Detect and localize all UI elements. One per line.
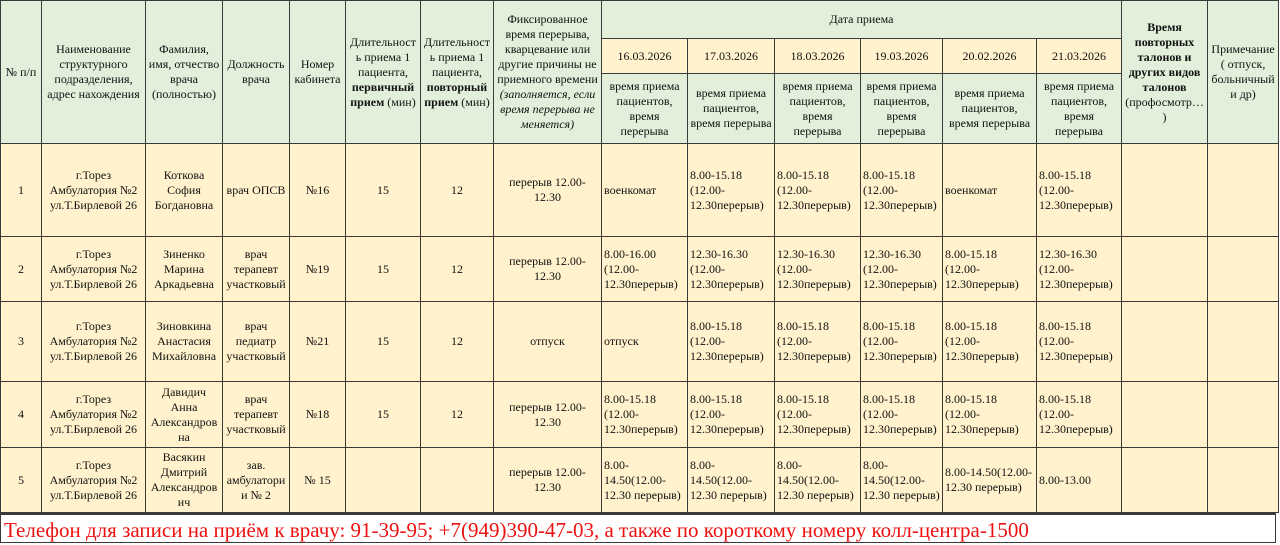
header-date-sub: время приема пациентов, время перерыва [688,74,775,144]
cell-schedule-day-3: 8.00-14.50(12.00-12.30 перерыв) [775,448,861,513]
cell-schedule-day-5: 8.00-15.18 (12.00-12.30перерыв) [943,302,1037,382]
header-date-sub: время приема пациентов, время перерыва [602,74,688,144]
cell-schedule-day-4: 8.00-15.18 (12.00-12.30перерыв) [861,302,943,382]
repeat-note: (профосмотр…) [1125,94,1204,124]
header-repeat-tickets [1122,1,1208,144]
table-row [1,302,1279,382]
cell-duration-primary: 15 [346,237,421,302]
cell-schedule-day-2: 8.00-15.18 (12.00-12.30перерыв) [688,302,775,382]
cell-schedule-day-1: 8.00-15.18 (12.00-12.30перерыв) [602,382,688,448]
table-row [1,237,1279,302]
cell-schedule-day-4: 12.30-16.30 (12.00-12.30перерыв) [861,237,943,302]
cell-schedule-day-2: 8.00-15.18 (12.00-12.30перерыв) [688,382,775,448]
cell-room-number: № 15 [290,448,346,513]
cell-schedule-day-3: 8.00-15.18 (12.00-12.30перерыв) [775,382,861,448]
cell-duration-primary [346,448,421,513]
cell-room-number: №19 [290,237,346,302]
dur2-text: Длительность приема 1 пациента, [424,34,490,79]
cell-schedule-day-3: 8.00-15.18 (12.00-12.30перерыв) [775,144,861,237]
cell-repeat-tickets [1122,448,1208,513]
cell-schedule-day-2: 8.00-14.50(12.00-12.30 перерыв) [688,448,775,513]
header-date: 16.03.2026 [602,39,688,74]
table-row [1,448,1279,513]
cell-unit-address: г.Торез Амбулатория №2 ул.Т.Бирлевой 26 [42,302,146,382]
cell-schedule-day-4: 8.00-15.18 (12.00-12.30перерыв) [861,144,943,237]
dur1-text: Длительность приема 1 пациента, [350,34,416,79]
cell-unit-address: г.Торез Амбулатория №2 ул.Т.Бирлевой 26 [42,448,146,513]
cell-schedule-day-1: 8.00-16.00 (12.00-12.30перерыв) [602,237,688,302]
dur2-unit: (мин) [458,94,490,109]
cell-duration-repeat: 12 [421,237,494,302]
cell-doctor-name: Зиненко Марина Аркадьевна [146,237,223,302]
cell-fixed-break: перерыв 12.00-12.30 [494,237,602,302]
header-duration-repeat [421,1,494,144]
header-room: Номер кабинета [290,1,346,144]
dur2-bold: повторный прием [424,79,488,109]
cell-schedule-day-1: 8.00-14.50(12.00-12.30 перерыв) [602,448,688,513]
repeat-text: Время повторных талонов и других видов талонов [1128,19,1201,94]
cell-schedule-day-1: военкомат [602,144,688,237]
cell-row-num: 5 [1,448,42,513]
header-date-group: Дата приема [602,1,1122,39]
header-date-sub: время приема пациентов, время перерыва [861,74,943,144]
header-date: 21.03.2026 [1037,39,1122,74]
cell-duration-primary: 15 [346,382,421,448]
header-position: Должность врача [223,1,290,144]
cell-schedule-day-2: 8.00-15.18 (12.00-12.30перерыв) [688,144,775,237]
cell-row-num: 1 [1,144,42,237]
cell-duration-repeat: 12 [421,144,494,237]
cell-schedule-day-6: 8.00-15.18 (12.00-12.30перерыв) [1037,302,1122,382]
header-unit: Наименование структурного подразделения, адрес нахождения [42,1,146,144]
cell-schedule-day-2: 12.30-16.30 (12.00-12.30перерыв) [688,237,775,302]
cell-doctor-position: врач терапевт участковый [223,237,290,302]
cell-unit-address: г.Торез Амбулатория №2 ул.Т.Бирлевой 26 [42,237,146,302]
cell-doctor-position: зав. амбулатории № 2 [223,448,290,513]
cell-repeat-tickets [1122,237,1208,302]
cell-note [1208,448,1279,513]
cell-schedule-day-3: 12.30-16.30 (12.00-12.30перерыв) [775,237,861,302]
cell-schedule-day-4: 8.00-14.50(12.00-12.30 перерыв) [861,448,943,513]
cell-duration-repeat: 12 [421,302,494,382]
cell-row-num: 2 [1,237,42,302]
cell-schedule-day-6: 8.00-13.00 [1037,448,1122,513]
table-row [1,382,1279,448]
cell-duration-repeat: 12 [421,382,494,448]
cell-row-num: 3 [1,302,42,382]
dur1-unit: (мин) [384,94,416,109]
header-date: 17.03.2026 [688,39,775,74]
header-date-sub: время приема пациентов, время перерыва [943,74,1037,144]
cell-doctor-name: Зиновкина Анастасия Михайловна [146,302,223,382]
cell-note [1208,237,1279,302]
header-date: 19.03.2026 [861,39,943,74]
cell-room-number: №21 [290,302,346,382]
cell-doctor-position: врач ОПСВ [223,144,290,237]
fixed-note: (заполняется, если время перерыва не меняется) [499,87,596,131]
cell-note [1208,144,1279,237]
header-doctor-name: Фамилия, имя, отчество врача (полностью) [146,1,223,144]
cell-doctor-name: Васякин Дмитрий Александрович [146,448,223,513]
cell-schedule-day-6: 8.00-15.18 (12.00-12.30перерыв) [1037,144,1122,237]
cell-schedule-day-5: 8.00-15.18 (12.00-12.30перерыв) [943,382,1037,448]
cell-row-num: 4 [1,382,42,448]
cell-schedule-day-5: 8.00-15.18 (12.00-12.30перерыв) [943,237,1037,302]
header-date: 20.02.2026 [943,39,1037,74]
cell-schedule-day-4: 8.00-15.18 (12.00-12.30перерыв) [861,382,943,448]
cell-duration-primary: 15 [346,144,421,237]
cell-repeat-tickets [1122,382,1208,448]
cell-fixed-break: перерыв 12.00-12.30 [494,382,602,448]
cell-schedule-day-6: 8.00-15.18 (12.00-12.30перерыв) [1037,382,1122,448]
cell-note [1208,302,1279,382]
cell-note [1208,382,1279,448]
header-note: Примечание ( отпуск, больничный и др) [1208,1,1279,144]
dur1-bold: первичный прием [350,79,415,109]
cell-schedule-day-5: военкомат [943,144,1037,237]
cell-unit-address: г.Торез Амбулатория №2 ул.Т.Бирлевой 26 [42,144,146,237]
cell-unit-address: г.Торез Амбулатория №2 ул.Т.Бирлевой 26 [42,382,146,448]
cell-repeat-tickets [1122,302,1208,382]
cell-repeat-tickets [1122,144,1208,237]
cell-fixed-break: перерыв 12.00-12.30 [494,144,602,237]
header-duration-primary [346,1,421,144]
header-date-sub: время приема пациентов, время перерыва [1037,74,1122,144]
header-date: 18.03.2026 [775,39,861,74]
cell-duration-primary: 15 [346,302,421,382]
cell-schedule-day-5: 8.00-14.50(12.00-12.30 перерыв) [943,448,1037,513]
header-num: № п/п [1,1,42,144]
cell-doctor-name: Коткова София Богдановна [146,144,223,237]
cell-doctor-position: врач терапевт участковый [223,382,290,448]
cell-doctor-position: врач педиатр участковый [223,302,290,382]
cell-fixed-break: перерыв 12.00-12.30 [494,448,602,513]
header-fixed-break [494,1,602,144]
phone-footer: Телефон для записи на приём к врачу: 91-39-95; +7(949)390-47-03, а также по короткому номеру колл-центра-1500 [0,513,1276,543]
cell-room-number: №18 [290,382,346,448]
cell-room-number: №16 [290,144,346,237]
cell-doctor-name: Давидич Анна Александровна [146,382,223,448]
cell-schedule-day-6: 12.30-16.30 (12.00-12.30перерыв) [1037,237,1122,302]
schedule-body [1,144,1279,513]
cell-schedule-day-3: 8.00-15.18 (12.00-12.30перерыв) [775,302,861,382]
cell-fixed-break: отпуск [494,302,602,382]
fixed-text: Фиксированное время перерыва, кварцевание или другие причины не приемного времени [497,12,598,86]
table-row [1,144,1279,237]
cell-duration-repeat [421,448,494,513]
header-date-sub: время приема пациентов, время перерыва [775,74,861,144]
cell-schedule-day-1: отпуск [602,302,688,382]
